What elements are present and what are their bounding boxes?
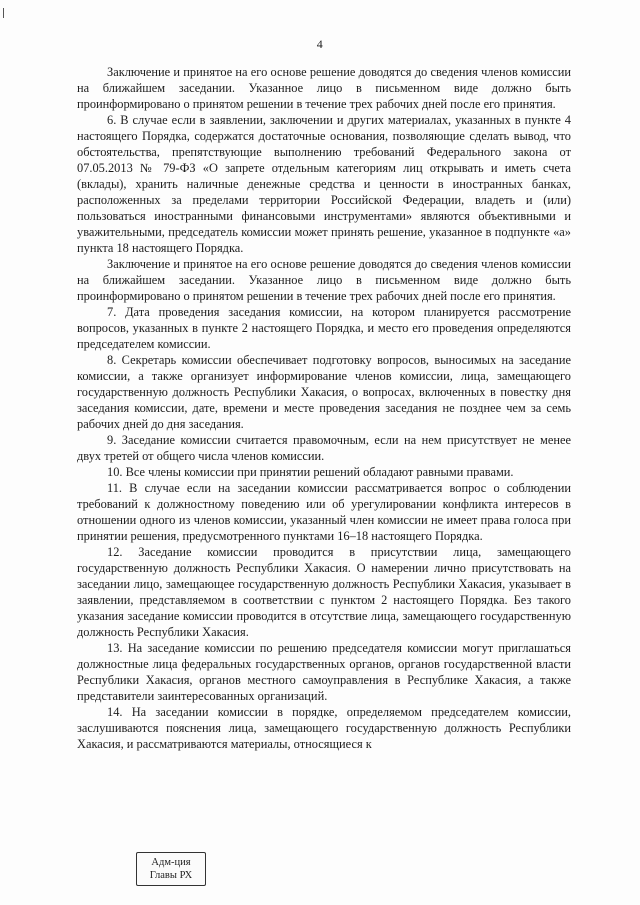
page-number: 4 — [316, 37, 324, 51]
paragraph-conclusion-2: Заключение и принятое на его основе решение доводятся до сведения членов комиссии на ближайшем заседании. Указанное лицо в письменном виде должно быть проинформировано о принятом решении в течение трех рабочих дней после его принятия. — [77, 257, 571, 303]
paragraph-item-13: 13. На заседание комиссии по решению председателя комиссии могут приглашаться должностные лица федеральных государственных органов, органов государственной власти Республики Хакасия, органов местного самоуправления в Республике Хакасия, а также представители заинтересованных организаций. — [77, 641, 571, 703]
stamp-line-1: Адм-ция — [151, 857, 191, 868]
paragraph-item-14: 14. На заседании комиссии в порядке, определяемом председателем комиссии, заслушиваются пояснения лица, замещающего государственную должность Республики Хакасия, и рассматриваются материалы, относящиеся к — [77, 705, 571, 751]
paragraph-item-11: 11. В случае если на заседании комиссии рассматривается вопрос о соблюдении требований к должностному поведению или об урегулировании конфликта интересов в отношении одного из членов комиссии, указанный член комиссии не имеет права голоса при принятии решения, предусмотренного пунктами 16–18 настоящего Порядка. — [77, 481, 571, 543]
paragraph-item-7: 7. Дата проведения заседания комиссии, на котором планируется рассмотрение вопросов, указанных в пункте 2 настоящего Порядка, и место его проведения определяются председателем комиссии. — [77, 305, 571, 351]
paragraph-item-6: 6. В случае если в заявлении, заключении и других материалах, указанных в пункте 4 настоящего Порядка, содержатся достаточные основания, позволяющие сделать вывод, что обстоятельства, препятствующие выполнению требований Федерального закона от 07.05.2013 № 79-ФЗ «О запрете отдельным категориям лиц открывать и иметь счета (вклады), хранить наличные денежные средства и ценности в иностранных банках, расположенных за пределами территории Российской Федерации, владеть и (или) пользоваться иностранными финансовыми инструментами» являются объективными и уважительными, председатель комиссии может принять решение, указанное в подпункте «а» пункта 18 настоящего Порядка. — [77, 113, 571, 255]
registration-stamp — [136, 852, 206, 886]
stamp-line-2: Главы РХ — [149, 870, 193, 881]
paragraph-item-9: 9. Заседание комиссии считается правомочным, если на нем присутствует не менее двух третей от общего числа членов комиссии. — [77, 433, 571, 463]
paragraph-item-8: 8. Секретарь комиссии обеспечивает подготовку вопросов, выносимых на заседание комиссии, а также организует информирование членов комиссии, лица, замещающего государственную должность Республики Хакасия, о вопросах, включенных в повестку дня заседания комиссии, дате, времени и месте проведения заседания не позднее чем за семь рабочих дней до дня заседания. — [77, 353, 571, 431]
paragraph-item-12: 12. Заседание комиссии проводится в присутствии лица, замещающего государственную должность Республики Хакасия. О намерении лично присутствовать на заседании лицо, замещающее государственную должность Республики Хакасия, указывает в заявлении, представляемом в соответствии с пунктом 2 настоящего Порядка. Без такого указания заседание комиссии проводится в отсутствие лица, замещающего государственную должность Республики Хакасия. — [77, 545, 571, 639]
margin-mark — [3, 8, 4, 18]
paragraph-conclusion-1: Заключение и принятое на его основе решение доводятся до сведения членов комиссии на ближайшем заседании. Указанное лицо в письменном виде должно быть проинформировано о принятом решении в течение трех рабочих дней после его принятия. — [77, 65, 571, 111]
paragraph-item-10: 10. Все члены комиссии при принятии решений обладают равными правами. — [107, 465, 514, 479]
document-body — [77, 64, 571, 752]
